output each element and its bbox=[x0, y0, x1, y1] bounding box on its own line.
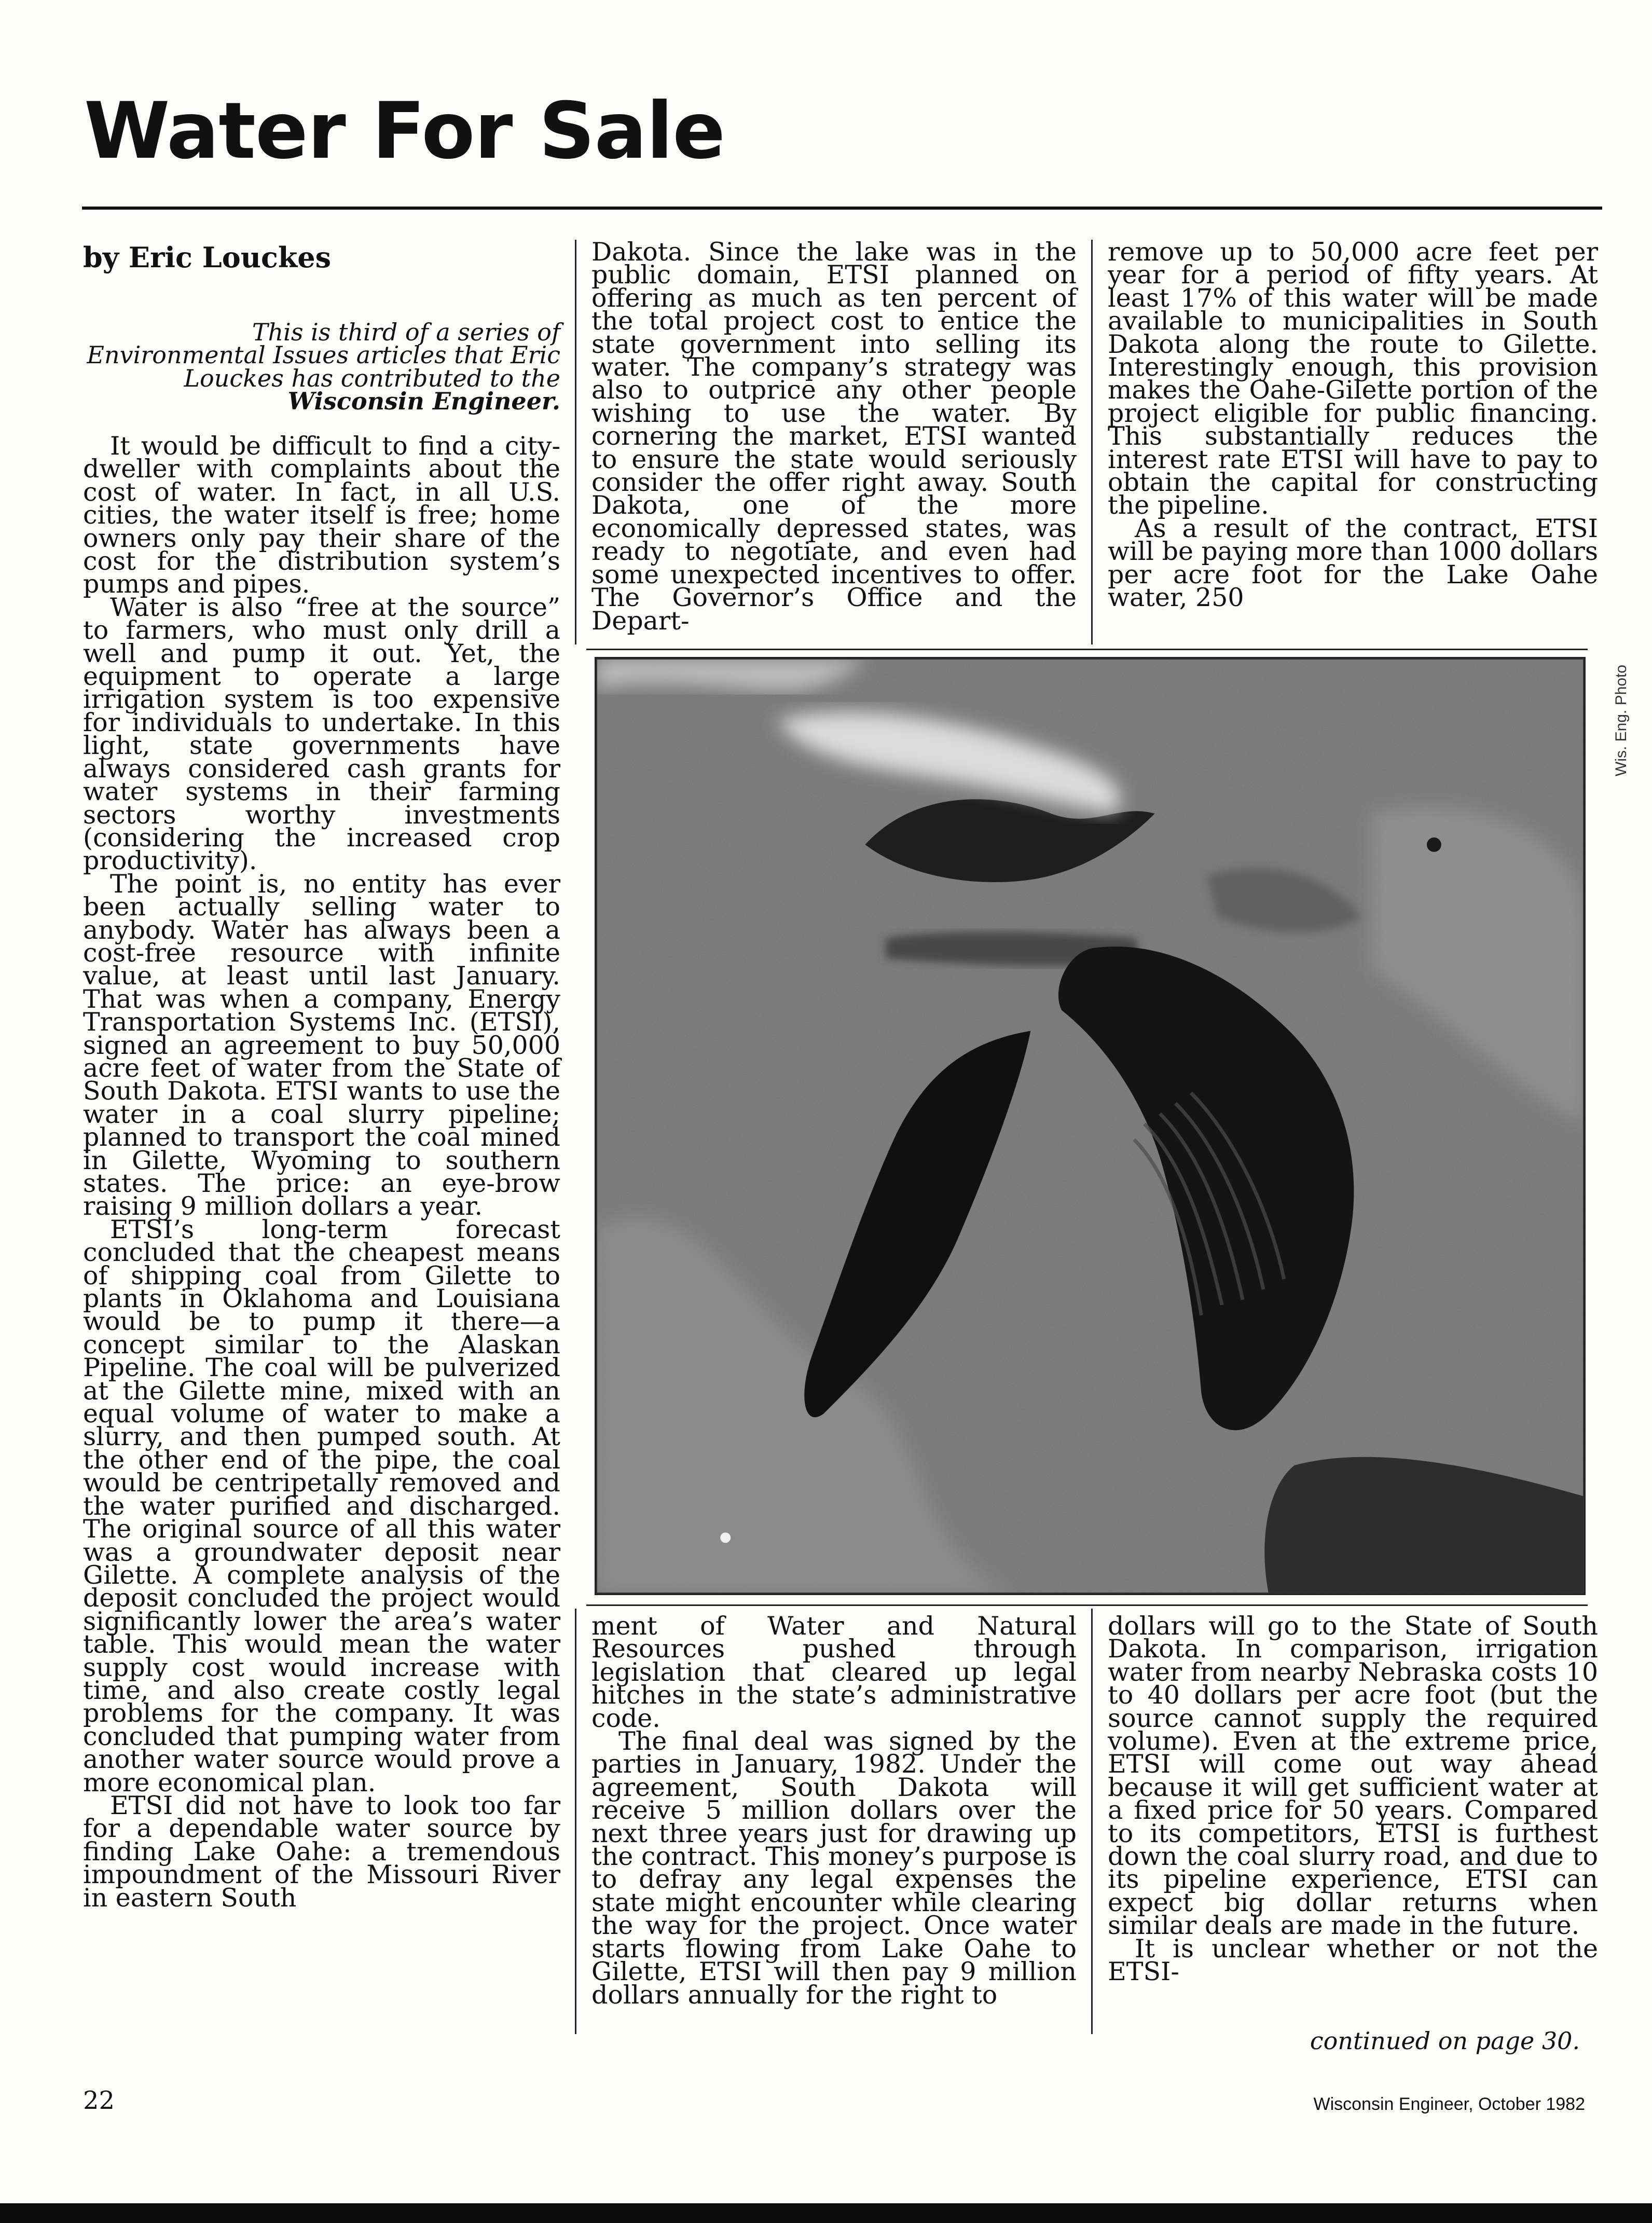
intro-publication: Wisconsin Engineer. bbox=[287, 387, 560, 416]
paragraph: dollars will go to the State of South Dakota. In comparison, irrigation water from nearby Nebraska costs 10 to 40 dollars per acre foot (but the source cannot supply the required volume). Even at the extreme price, ETSI will come out way ahead because it will get sufficient water at a fixed price for 50 years. Compared to its competitors, ETSI is furthest down the coal slurry road, and due to its pipeline experience, ETSI can expect big dollar returns when similar deals are made in the future. bbox=[1108, 1611, 1598, 1941]
byline: by Eric Louckes bbox=[83, 241, 332, 274]
photo-credit: Wis. Eng. Photo bbox=[1613, 664, 1630, 776]
paragraph: Dakota. Since the lake was in the public domain, ETSI planned on offering as much as ten percent of the total project cost to entice the state government into selling its water. The company’s strategy was also to outprice any other people wishing to use the water. By cornering the market, ETSI wanted to ensure the state would seriously consider the offer right away. South Dakota, one of the more economically depressed states, was ready to negotiate, and even had some unexpected incentives to offer. The Governor’s Office and the Depart- bbox=[591, 237, 1077, 636]
column-divider bbox=[1091, 240, 1093, 644]
photo-bottom-rule bbox=[586, 1604, 1588, 1606]
column-1 bbox=[83, 431, 560, 1913]
paragraph: The final deal was signed by the parties in January, 1982. Under the agreement, South Dakota will receive 5 million dollars over the next three years just for drawing up the contract. This money’s purpose is to defray any legal expenses the state might encounter while clearing the way for the project. Once water starts flowing from Lake Oahe to Gilette, ETSI will then pay 9 million dollars annually for the right to bbox=[591, 1726, 1077, 2010]
column-2-bottom bbox=[591, 1611, 1077, 2010]
intro-text: This is third of a series of Environmental Issues articles that Eric Louckes has contributed to the bbox=[87, 318, 560, 392]
paragraph: ETSI’s long-term forecast concluded that the cheapest means of shipping coal from Gilette to plants in Oklahoma and Louisiana would be to pump it there—a concept similar to the Alaskan Pipeline. The coal will be pulverized at the Gilette mine, mixed with an equal volume of water to make a slurry, and then pumped south. At the other end of the pipe, the coal would be centripetally removed and the water purified and discharged. The original source of all this water was a groundwater deposit near Gilette. A complete analysis of the deposit concluded the project would significantly lower the area’s water table. This would mean the water supply cost would increase with time, and also create costly legal problems for the company. It was concluded that pumping water from another water source would prove a more economical plan. bbox=[83, 1214, 560, 1797]
article-title: Water For Sale bbox=[84, 86, 725, 176]
satellite-image bbox=[596, 658, 1584, 1594]
dust-spot bbox=[720, 1532, 731, 1543]
paragraph: As a result of the contract, ETSI will be paying more than 1000 dollars per acre foot for the Lake Oahe water, 250 bbox=[1108, 513, 1598, 613]
paragraph: It is unclear whether or not the ETSI- bbox=[1108, 1933, 1598, 1987]
scan-edge-bar bbox=[0, 2203, 1652, 2223]
column-2-top bbox=[591, 237, 1077, 636]
photo-top-rule bbox=[586, 649, 1588, 650]
paragraph: ment of Water and Natural Resources pushed through legislation that cleared up legal hitches in the state’s administrative code. bbox=[591, 1611, 1077, 1733]
great-lakes-satellite-photo bbox=[595, 657, 1586, 1595]
lake-spot bbox=[1427, 838, 1441, 852]
page-number: 22 bbox=[83, 2086, 115, 2115]
paragraph: remove up to 50,000 acre feet per year for a period of fifty years. At least 17% of this water will be made available to municipalities in South Dakota along the route to Gilette. Interestingly enough, this provision makes the Oahe-Gilette portion of the project eligible for public financing. This substantially reduces the interest rate ETSI will have to pay to obtain the capital for constructing the pipeline. bbox=[1108, 237, 1598, 520]
series-intro bbox=[83, 318, 560, 416]
title-rule bbox=[82, 207, 1602, 210]
paragraph: ETSI did not have to look too far for a dependable water source by finding Lake Oahe: a tremendous impoundment of the Missouri River in eastern South bbox=[83, 1790, 560, 1913]
column-divider bbox=[575, 240, 576, 644]
column-3-bottom bbox=[1108, 1611, 1598, 1987]
column-divider bbox=[1091, 1609, 1093, 2034]
column-divider bbox=[575, 1609, 576, 2034]
paragraph: It would be difficult to find a city-dweller with complaints about the cost of water. In fact, in all U.S. cities, the water itself is free; home owners only pay their share of the cost for the distribution system’s pumps and pipes. bbox=[83, 431, 560, 599]
continued-note: continued on page 30. bbox=[1310, 2027, 1580, 2055]
column-3-top bbox=[1108, 237, 1598, 613]
paragraph: The point is, no entity has ever been actually selling water to anybody. Water has always been a cost-free resource with infinite value, at least until last January. That was when a company, Energy Transportation Systems Inc. (ETSI), signed an agreement to buy 50,000 acre feet of water from the State of South Dakota. ETSI wants to use the water in a coal slurry pipeline; planned to transport the coal mined in Gilette, Wyoming to southern states. The price: an eye-brow raising 9 million dollars a year. bbox=[83, 869, 560, 1222]
paragraph: Water is also “free at the source” to farmers, who must only drill a well and pump it out. Yet, the equipment to operate a large irrigation system is too expensive for individuals to undertake. In this light, state governments have always considered cash grants for water systems in their farming sectors worthy investments (considering the increased crop productivity). bbox=[83, 592, 560, 876]
publication-footer: Wisconsin Engineer, October 1982 bbox=[1313, 2094, 1585, 2114]
